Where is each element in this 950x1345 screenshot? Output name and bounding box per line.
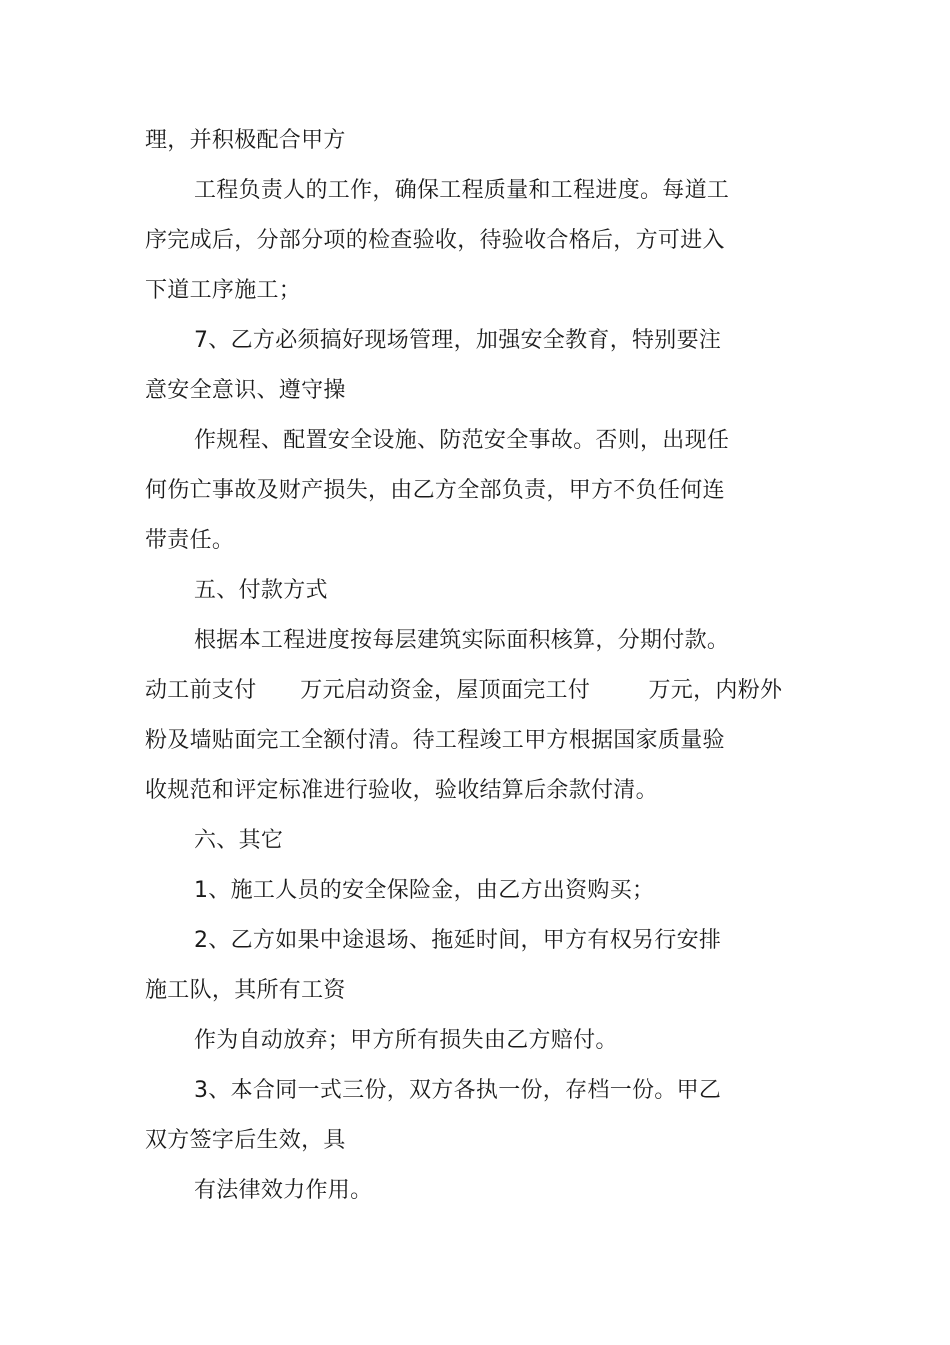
- text-line-18: 施工队，其所有工资: [145, 978, 346, 1003]
- text-line-14: 收规范和评定标准进行验收，验收结算后余款付清。: [145, 778, 658, 803]
- section-heading-other: 六、其它: [194, 828, 284, 853]
- text-line-9: 带责任。: [145, 528, 235, 553]
- text-line-21: 双方签字后生效，具: [145, 1128, 346, 1153]
- text-line-13: 粉及墙贴面完工全额付清。待工程竣工甲方根据国家质量验: [145, 728, 725, 753]
- text-line-11: 根据本工程进度按每层建筑实际面积核算，分期付款。: [194, 628, 730, 653]
- text-line-5: 7、乙方必须搞好现场管理，加强安全教育，特别要注: [194, 328, 722, 353]
- text-line-4: 下道工序施工；: [145, 278, 302, 303]
- text-line-12: 动工前支付 万元启动资金，屋顶面完工付 万元，内粉外: [145, 678, 783, 703]
- section-heading-payment: 五、付款方式: [194, 578, 328, 603]
- text-line-3: 序完成后，分部分项的检查验收，待验收合格后，方可进入: [145, 228, 725, 253]
- text-line-6: 意安全意识、遵守操: [145, 378, 346, 403]
- text-line-1: 理，并积极配合甲方: [145, 128, 346, 153]
- text-line-16: 1、施工人员的安全保险金，由乙方出资购买；: [194, 878, 655, 903]
- text-line-19: 作为自动放弃；甲方所有损失由乙方赔付。: [194, 1028, 618, 1053]
- text-line-22: 有法律效力作用。: [194, 1178, 373, 1203]
- text-line-20: 3、本合同一式三份，双方各执一份，存档一份。甲乙: [194, 1078, 722, 1103]
- text-line-17: 2、乙方如果中途退场、拖延时间，甲方有权另行安排: [194, 928, 722, 953]
- text-line-2: 工程负责人的工作，确保工程质量和工程进度。每道工: [194, 178, 730, 203]
- text-line-7: 作规程、配置安全设施、防范安全事故。否则，出现任: [194, 428, 730, 453]
- text-line-8: 何伤亡事故及财产损失，由乙方全部负责，甲方不负任何连: [145, 478, 725, 503]
